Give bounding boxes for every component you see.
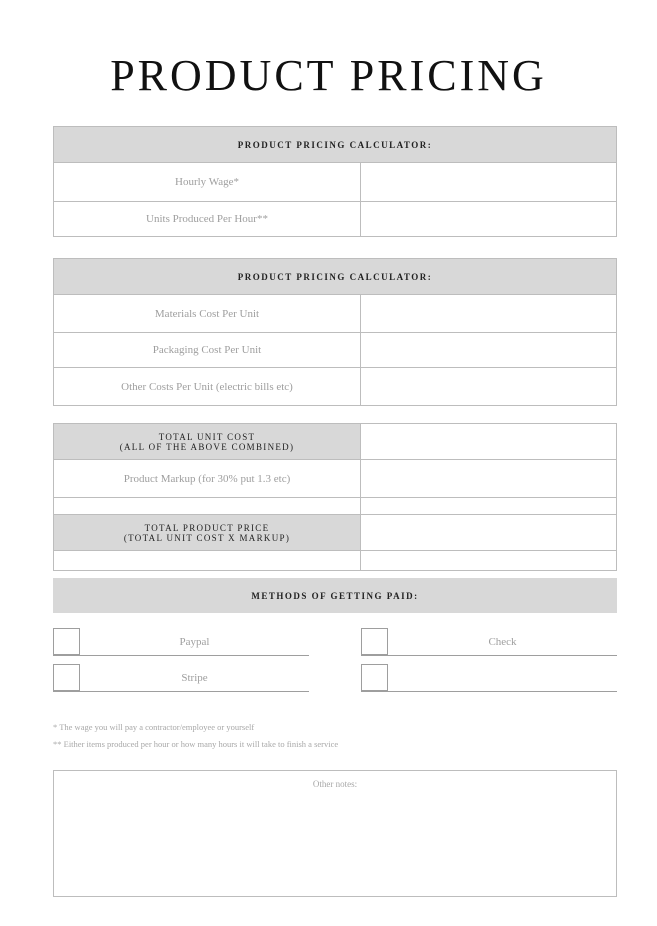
hourly-wage-field[interactable] <box>361 163 616 201</box>
stripe-checkbox[interactable] <box>53 664 80 691</box>
packaging-cost-label: Packaging Cost Per Unit <box>54 333 361 367</box>
hourly-wage-label: Hourly Wage* <box>54 163 361 201</box>
footnote-units: ** Either items produced per hour or how many hours it will take to finish a service <box>53 739 339 749</box>
total-product-price-label <box>54 515 361 550</box>
blank-cell <box>54 551 361 570</box>
payment-option-blank <box>361 664 617 692</box>
payment-option-stripe <box>53 664 309 692</box>
blank-field[interactable] <box>361 498 616 514</box>
other-costs-label: Other Costs Per Unit (electric bills etc) <box>54 368 361 405</box>
pricing-calculator-section-1 <box>53 126 617 237</box>
total-product-price-subtitle: (TOTAL UNIT COST X MARKUP) <box>123 532 291 543</box>
units-per-hour-field[interactable] <box>361 202 616 236</box>
table-row <box>54 515 616 551</box>
markup-label: Product Markup (for 30% put 1.3 etc) <box>54 460 361 497</box>
methods-header: METHODS OF GETTING PAID: <box>53 578 617 613</box>
check-label: Check <box>488 635 517 648</box>
payment-option-paypal <box>53 628 309 656</box>
materials-cost-field[interactable] <box>361 295 616 332</box>
section-header: PRODUCT PRICING CALCULATOR: <box>54 259 616 295</box>
total-product-price-field[interactable] <box>361 515 616 550</box>
section-header: PRODUCT PRICING CALCULATOR: <box>54 127 616 163</box>
other-costs-field[interactable] <box>361 368 616 405</box>
page-title: PRODUCT PRICING <box>110 51 547 100</box>
total-unit-cost-field[interactable] <box>361 424 616 459</box>
blank-cell <box>54 498 361 514</box>
blank-field[interactable] <box>361 551 616 570</box>
materials-cost-label: Materials Cost Per Unit <box>54 295 361 332</box>
paypal-checkbox[interactable] <box>53 628 80 655</box>
total-unit-cost-subtitle: (ALL OF THE ABOVE COMBINED) <box>119 441 295 452</box>
payment-option-check <box>361 628 617 656</box>
table-row <box>54 295 616 333</box>
blank-checkbox[interactable] <box>361 664 388 691</box>
stripe-label: Stripe <box>181 671 208 684</box>
markup-field[interactable] <box>361 460 616 497</box>
other-notes-box[interactable] <box>53 770 617 897</box>
table-row <box>54 460 616 498</box>
packaging-cost-field[interactable] <box>361 333 616 367</box>
total-product-price-title: TOTAL PRODUCT PRICE <box>144 522 270 533</box>
blank-label[interactable] <box>388 664 617 691</box>
other-notes-label: Other notes: <box>312 779 358 789</box>
table-row <box>54 424 616 460</box>
check-checkbox[interactable] <box>361 628 388 655</box>
total-unit-cost-label <box>54 424 361 459</box>
units-per-hour-label: Units Produced Per Hour** <box>54 202 361 236</box>
total-unit-cost-title: TOTAL UNIT COST <box>158 431 256 442</box>
table-row <box>54 498 616 515</box>
table-row <box>54 333 616 368</box>
totals-section <box>53 423 617 571</box>
pricing-calculator-section-2 <box>53 258 617 406</box>
table-row <box>54 202 616 236</box>
table-row <box>54 163 616 202</box>
table-row <box>54 551 616 570</box>
footnote-wage: * The wage you will pay a contractor/employee or yourself <box>53 722 255 732</box>
table-row <box>54 368 616 405</box>
paypal-label: Paypal <box>179 635 210 648</box>
